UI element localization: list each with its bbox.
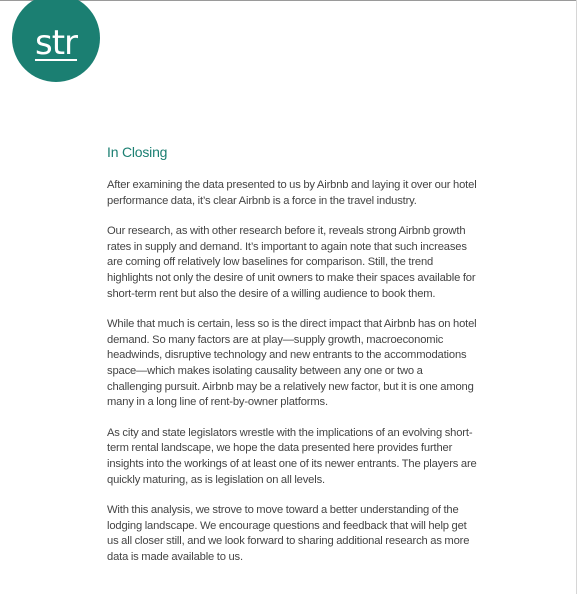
paragraph-1: After examining the data presented to us by Airbnb and laying it over our hotel performance data, it’s clear Airbnb is a force in the travel industry. bbox=[107, 179, 477, 207]
str-logo bbox=[12, 0, 100, 82]
paragraph-2: Our research, as with other research before it, reveals strong Airbnb growth rates in supply and demand. It’s important to again note that such increases are coming off relatively low baselines for comparison. Still, the trend highlights not only the desire of unit owners to make their spaces available for short-term rent but also the desire of a willing audience to book them. bbox=[107, 225, 476, 300]
paragraph-5: With this analysis, we strove to move toward a better understanding of the lodging landscape. We encourage questions and feedback that will help get us all closer still, and we look forward to sharing additional research as more data is made available to us. bbox=[107, 504, 470, 563]
section-heading: In Closing bbox=[107, 144, 168, 160]
logo-text: str bbox=[34, 23, 78, 63]
paragraph-4: As city and state legislators wrestle with the implications of an evolving short-term rental landscape, we hope the data presented here provides further insights into the workings of at least one of its newer entrants. The players are quickly maturing, as is legislation on all levels. bbox=[107, 426, 477, 486]
document-body bbox=[107, 143, 479, 580]
paragraph-3: While that much is certain, less so is the direct impact that Airbnb has on hotel demand. So many factors are at play—supply growth, macroeconomic headwinds, disruptive technology and new entrants to the accommodations space—which makes isolating causality between any one or two a challenging pursuit. Airbnb may be a relatively new factor, but it is one among many in a long line of rent-by-owner platforms. bbox=[107, 318, 477, 409]
top-border-rule bbox=[0, 0, 577, 1]
